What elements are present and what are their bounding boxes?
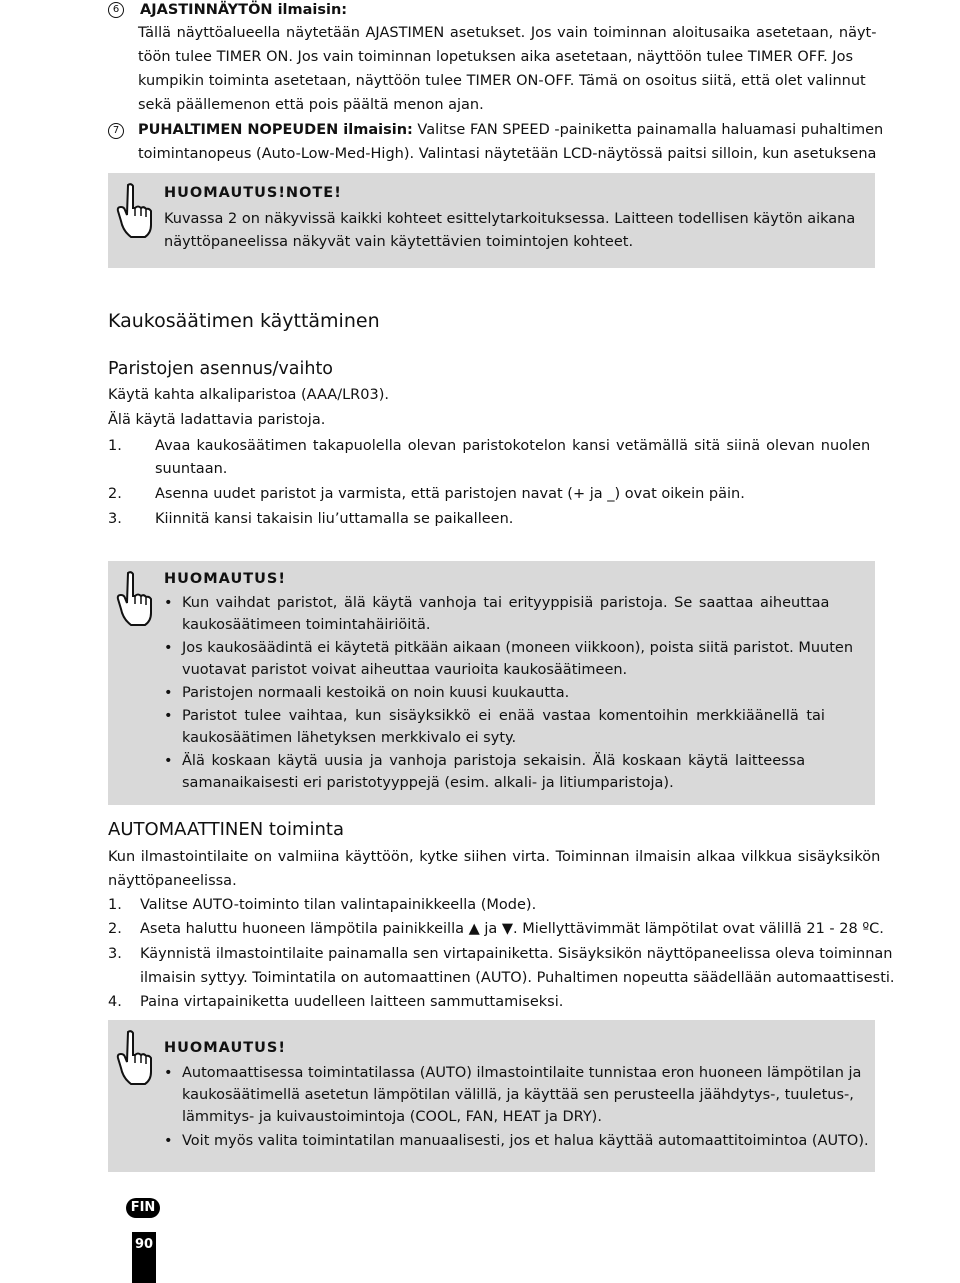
note2-bullet-5-line-2: samanaikaisesti eri paristotyyppejä (esim. alkali- ja litiumparistoja). <box>182 775 674 791</box>
note2-bullet-4-line-2: kaukosäätimen lähetyksen merkkivalo ei syty. <box>182 730 517 746</box>
item-number-6: 6 <box>108 2 124 18</box>
item-number-7: 7 <box>108 123 124 139</box>
heading-batteries: Paristojen asennus/vaihto <box>108 359 334 379</box>
batteries-para-2: Älä käytä ladattavia paristoja. <box>108 412 326 428</box>
note1-line-2: näyttöpaneelissa näkyvät vain käytettävien toimintojen kohteet. <box>164 234 634 250</box>
battery-step-2-number: 2. <box>108 486 122 502</box>
battery-step-1-number: 1. <box>108 438 122 454</box>
auto-step-2-number: 2. <box>108 921 122 937</box>
bullet-marker: • <box>164 753 173 769</box>
battery-step-2-line-1: Asenna uudet paristot ja varmista, että paristojen navat (+ ja _) ovat oikein päin. <box>155 486 745 502</box>
note-box-3 <box>108 1020 875 1172</box>
auto-step-3-line-1: Käynnistä ilmastointilaite painamalla sen virtapainiketta. Sisäyksikön näyttöpaneelissa oleva toiminnan <box>140 946 893 962</box>
note1-line-1: Kuvassa 2 on näkyvissä kaikki kohteet esittelytarkoituksessa. Laitteen todellisen käytön aikana <box>164 211 856 227</box>
pointing-hand-icon <box>114 571 154 631</box>
bullet-marker: • <box>164 708 173 724</box>
bullet-marker: • <box>164 595 173 611</box>
battery-step-1-line-2: suuntaan. <box>155 461 228 477</box>
section6-line-1: Tällä näyttöalueella näytetään AJASTIMEN asetukset. Jos vain toiminnan aloitusaika asetetaan, näyt- <box>138 25 877 41</box>
batteries-para-1: Käytä kahta alkaliparistoa (AAA/LR03). <box>108 387 389 403</box>
auto-step-1-line-1: Valitse AUTO-toiminto tilan valintapainikkeella (Mode). <box>140 897 537 913</box>
section7-line-2: toimintanopeus (Auto-Low-Med-High). Valintasi näytetään LCD-näytössä paitsi silloin, kun asetuksena <box>138 146 877 162</box>
auto-intro-line-1: Kun ilmastointilaite on valmiina käyttöön, kytke siihen virta. Toiminnan ilmaisin alkaa vilkkua sisäyksikön <box>108 849 881 865</box>
section7-line-1-text: Valitse FAN SPEED -painiketta painamalla haluamasi puhaltimen <box>412 122 884 138</box>
heading-remote-control: Kaukosäätimen käyttäminen <box>108 310 380 332</box>
note2-bullet-2-line-2: vuotavat paristot voivat aiheuttaa vaurioita kaukosäätimeen. <box>182 662 628 678</box>
section6-line-4: sekä päällemenon että pois päältä menon ajan. <box>138 97 484 113</box>
auto-step-4-line-1: Paina virtapainiketta uudelleen laitteen sammuttamiseksi. <box>140 994 564 1010</box>
note2-bullet-2-line-1: Jos kaukosäädintä ei käytetä pitkään aikaan (moneen viikkoon), poista siitä paristot. Muuten <box>182 640 854 656</box>
note2-bullet-1-line-1: Kun vaihdat paristot, älä käytä vanhoja tai erityyppisiä paristoja. Se saattaa aiheuttaa <box>182 595 830 611</box>
auto-intro-line-2: näyttöpaneelissa. <box>108 873 237 889</box>
auto-step-4-number: 4. <box>108 994 122 1010</box>
battery-step-3-number: 3. <box>108 511 122 527</box>
section6-line-3: kumpikin toiminta asetetaan, näyttöön tulee TIMER ON-OFF. Tämä on osoitus siitä, että olet valinnut <box>138 73 866 89</box>
auto-step-1-number: 1. <box>108 897 122 913</box>
bullet-marker: • <box>164 685 173 701</box>
note2-bullet-4-line-1: Paristot tulee vaihtaa, kun sisäyksikkö ei enää vastaa komentoihin merkkiäänellä tai <box>182 708 825 724</box>
note3-bullet-1-line-1: Automaattisessa toimintatilassa (AUTO) ilmastointilaite tunnistaa eron huoneen lämpötilan ja <box>182 1065 862 1081</box>
battery-step-3-line-1: Kiinnitä kansi takaisin liu’uttamalla se paikalleen. <box>155 511 514 527</box>
note2-bullet-1-line-2: kaukosäätimeen toimintahäiriöitä. <box>182 617 431 633</box>
section7-title: PUHALTIMEN NOPEUDEN ilmaisin: <box>138 122 413 138</box>
pointing-hand-icon <box>114 1030 154 1090</box>
pointing-hand-icon <box>114 183 154 243</box>
note3-bullet-2-line-1: Voit myös valita toimintatilan manuaalisesti, jos et halua käyttää automaattitoimintoa (AUTO). <box>182 1133 869 1149</box>
note3-bullet-1-line-3: lämmitys- ja kuivaustoimintoja (COOL, FAN, HEAT ja DRY). <box>182 1109 602 1125</box>
language-badge: FIN <box>126 1198 160 1218</box>
battery-step-1-line-1: Avaa kaukosäätimen takapuolella olevan paristokotelon kansi vetämällä sitä siinä olevan nuolen <box>155 438 871 454</box>
note2-bullet-3-line-1: Paristojen normaali kestoikä on noin kuusi kuukautta. <box>182 685 570 701</box>
heading-auto-operation: AUTOMAATTINEN toiminta <box>108 819 345 840</box>
bullet-marker: • <box>164 640 173 656</box>
note3-title: HUOMAUTUS! <box>164 1040 286 1056</box>
note-box-1 <box>108 173 875 268</box>
section7-line-1 <box>138 119 884 142</box>
section6-title: AJASTINNÄYTÖN ilmaisin: <box>140 2 348 18</box>
note3-bullet-1-line-2: kaukosäätimellä asetetun lämpötilan välillä, ja käyttää sen perusteella jäähdytys-, tuuletus-, <box>182 1087 854 1103</box>
auto-step-3-number: 3. <box>108 946 122 962</box>
bullet-marker: • <box>164 1133 173 1149</box>
auto-step-2-line-1: Aseta haluttu huoneen lämpötila painikkeilla ▲ ja ▼. Miellyttävimmät lämpötilat ovat välillä 21 - 28 ºC. <box>140 921 884 937</box>
note2-title: HUOMAUTUS! <box>164 571 286 587</box>
section6-line-2: töön tulee TIMER ON. Jos vain toiminnan lopetuksen aika asetetaan, näyttöön tulee TIMER OFF. Jos <box>138 49 854 65</box>
bullet-marker: • <box>164 1065 173 1081</box>
auto-step-3-line-2: ilmaisin syttyy. Toimintatila on automaattinen (AUTO). Puhaltimen nopeutta säädellään automaattisesti. <box>140 970 895 986</box>
note-box-2 <box>108 561 875 805</box>
page-number: 90 <box>132 1232 156 1283</box>
note1-title: HUOMAUTUS!NOTE! <box>164 185 342 201</box>
note2-bullet-5-line-1: Älä koskaan käytä uusia ja vanhoja paristoja sekaisin. Älä koskaan käytä laitteessa <box>182 753 806 769</box>
